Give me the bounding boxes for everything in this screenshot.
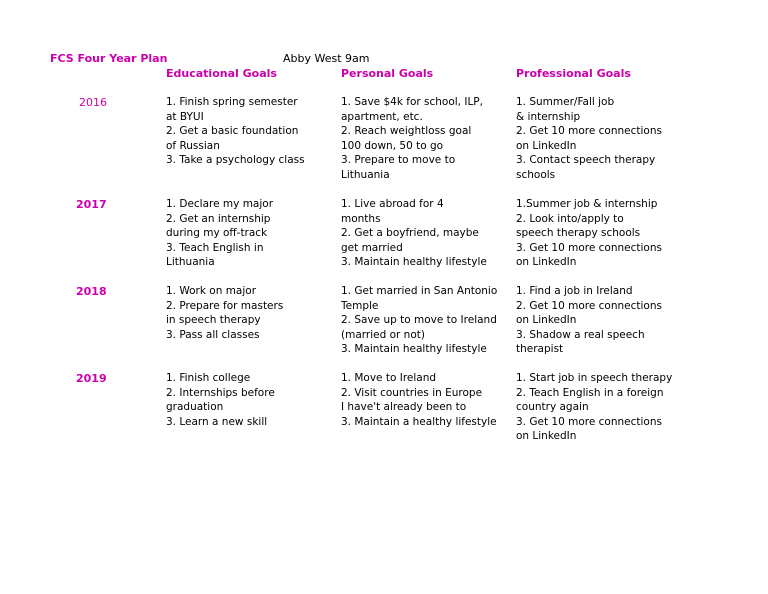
goal-line: 2. Reach weightloss goal [341,125,472,138]
year-2017-label: 2017 [76,198,107,211]
page-title: FCS Four Year Plan [50,52,168,65]
goal-line: of Russian [166,139,220,152]
educational-goals-2018 [166,284,283,342]
goal-line: 1. Save $4k for school, ILP, [341,96,483,108]
goal-line: 2. Look into/apply to [516,212,624,225]
goal-line: 1.Summer job & internship [516,198,658,210]
goal-line: on LinkedIn [516,139,577,152]
goal-line: 1. Start job in speech therapy [516,372,673,384]
goal-line: speech therapy schools [516,227,641,240]
goal-line: country again [516,401,589,414]
goal-line: graduation [166,401,224,414]
goal-line: schools [516,168,556,181]
goal-line: 3. Pass all classes [166,328,260,341]
goal-line: months [341,212,381,225]
personal-goals-2017 [341,197,487,270]
goal-line: Lithuania [166,256,215,269]
goal-line: on LinkedIn [516,256,577,269]
goal-line: 2. Internships before [166,386,275,399]
goal-line: 2. Prepare for masters [166,299,284,312]
professional-goals-2018 [516,284,662,357]
goal-line: 1. Work on major [166,285,257,297]
goal-line: therapist [516,343,564,356]
goal-line: 100 down, 50 to go [341,139,444,152]
goal-line: 3. Get 10 more connections [516,415,662,428]
goal-line: on LinkedIn [516,430,577,443]
goal-line: 1. Get married in San Antonio [341,285,498,297]
goal-line: at BYUI [166,110,204,123]
goal-line: get married [341,241,403,254]
goal-line: 3. Teach English in [166,241,264,254]
goal-line: 1. Find a job in Ireland [516,285,633,297]
educational-goals-2019 [166,371,275,429]
goal-line: (married or not) [341,328,425,341]
goal-line: Temple [341,299,379,312]
column-header-educational: Educational Goals [166,67,277,80]
author-label: Abby West 9am [283,52,370,65]
year-2016-label: 2016 [79,96,107,109]
goal-line: 3. Maintain a healthy lifestyle [341,415,497,428]
goal-line: 1. Move to Ireland [341,372,437,384]
goal-line: 3. Take a psychology class [166,154,305,167]
professional-goals-2017 [516,197,662,270]
personal-goals-2019 [341,371,497,429]
goal-line: 3. Maintain healthy lifestyle [341,343,487,356]
goal-line: 3. Shadow a real speech [516,328,645,341]
goal-line: 1. Summer/Fall job [516,96,615,108]
goal-line: 1. Declare my major [166,198,274,210]
educational-goals-2016 [166,95,305,168]
goal-line: 1. Live abroad for 4 [341,198,444,210]
goal-line: 3. Contact speech therapy [516,154,656,167]
goal-line: 2. Get a basic foundation [166,125,299,138]
goal-line: 1. Finish spring semester [166,96,298,108]
goal-line: 2. Visit countries in Europe [341,386,483,399]
goal-line: I have't already been to [341,401,467,414]
year-2018-label: 2018 [76,285,107,298]
professional-goals-2016 [516,95,662,183]
personal-goals-2016 [341,95,483,183]
goal-line: 2. Get 10 more connections [516,125,662,138]
year-2019-label: 2019 [76,372,107,385]
goal-line: 3. Get 10 more connections [516,241,662,254]
goal-line: & internship [516,110,581,123]
goal-line: 1. Finish college [166,372,251,384]
personal-goals-2018 [341,284,497,357]
goal-line: 2. Get an internship [166,212,271,225]
goal-line: Lithuania [341,168,390,181]
educational-goals-2017 [166,197,273,270]
goal-line: 3. Learn a new skill [166,415,268,428]
goal-line: 2. Get 10 more connections [516,299,662,312]
goal-line: apartment, etc. [341,110,423,123]
goal-line: 2. Save up to move to Ireland [341,314,497,327]
goal-line: 2. Teach English in a foreign [516,386,664,399]
goal-line: 3. Prepare to move to [341,154,456,167]
professional-goals-2019 [516,371,672,444]
goal-line: 2. Get a boyfriend, maybe [341,227,479,240]
goal-line: during my off-track [166,227,268,240]
goal-line: on LinkedIn [516,314,577,327]
column-header-professional: Professional Goals [516,67,631,80]
goal-line: in speech therapy [166,314,261,327]
goal-line: 3. Maintain healthy lifestyle [341,256,487,269]
column-header-personal: Personal Goals [341,67,434,80]
